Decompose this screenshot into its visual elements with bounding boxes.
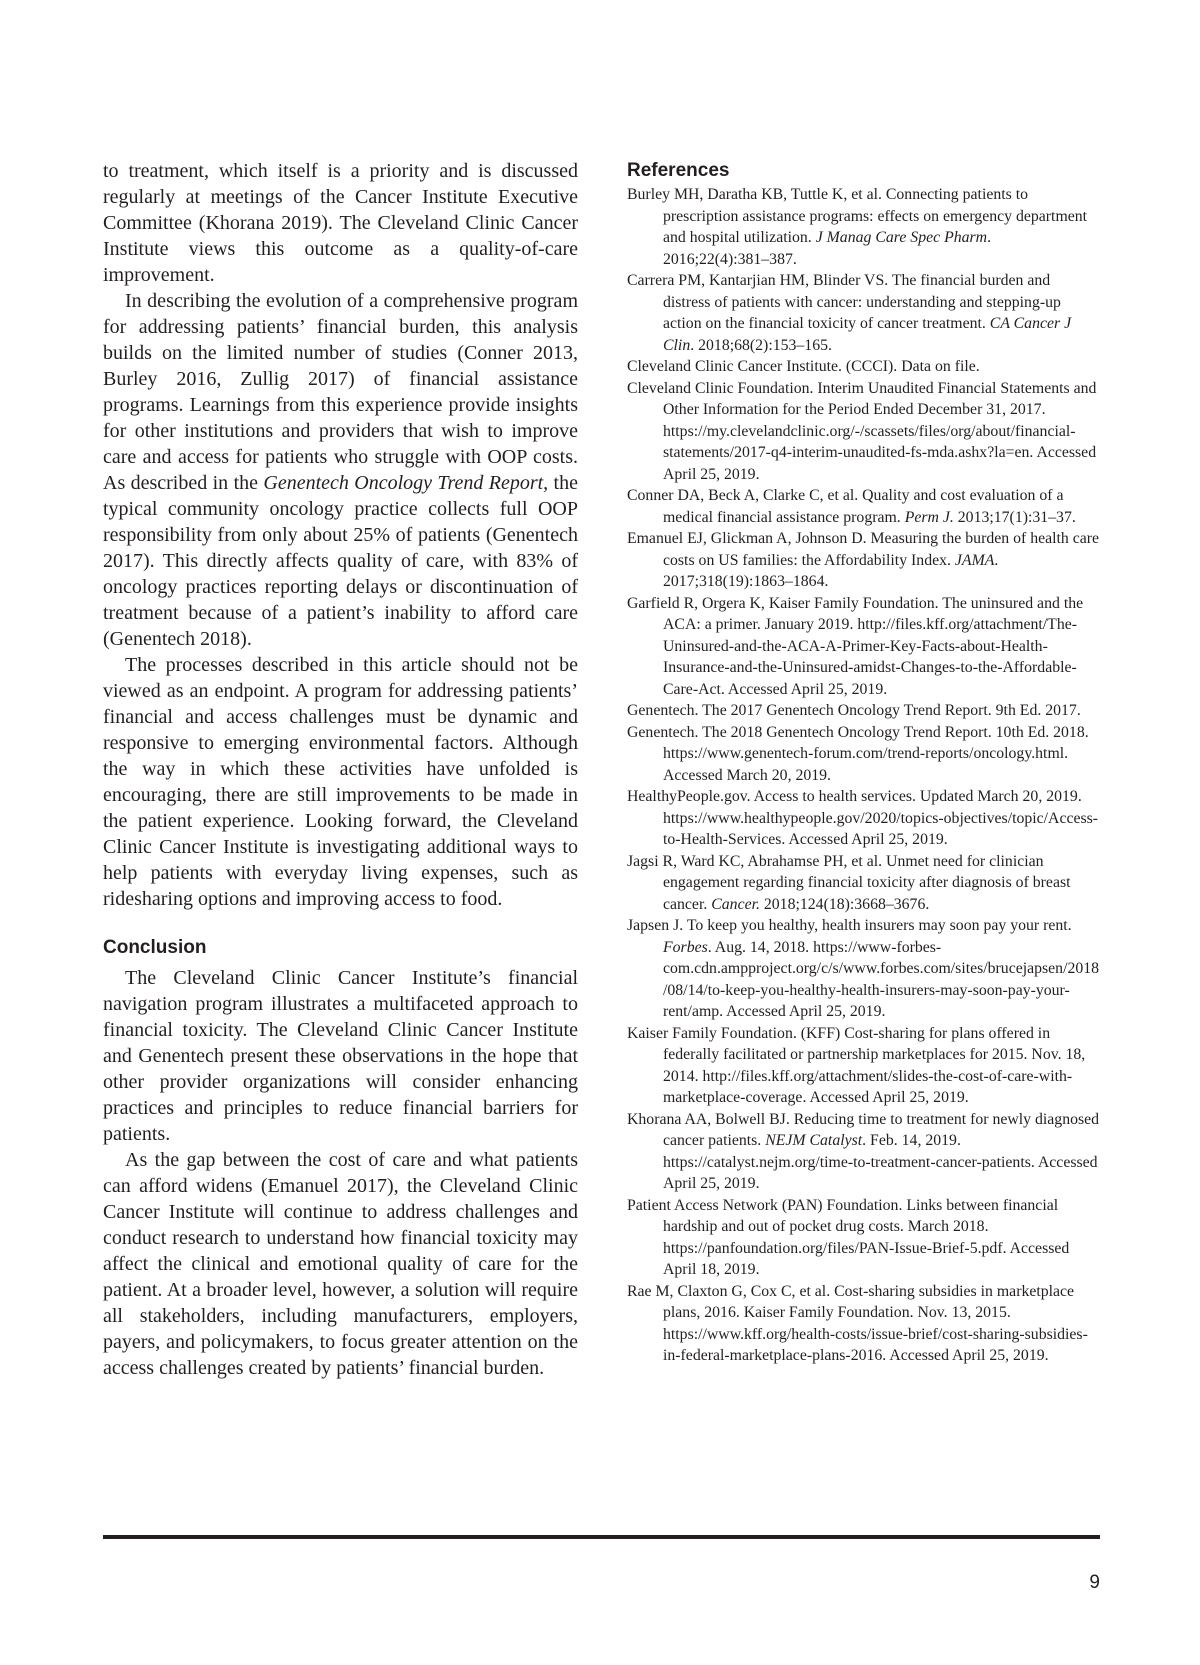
reference-text: Khorana AA, Bolwell BJ. Reducing time to treatment for newly diagnosed cancer patients. [627,1110,1100,1149]
paragraph-italic: Genentech Oncology Trend Report, [263,472,549,494]
reference-text: Cleveland Clinic Cancer Institute. (CCCI). Data on file. [627,358,980,375]
reference-journal: Cancer. [711,895,760,913]
reference-text: Emanuel EJ, Glickman A, Johnson D. Measuring the burden of health care costs on US families: the Affordability Index. [627,530,1100,569]
paragraph: to treatment, which itself is a priority and is discussed regularly at meetings of the Cancer Institute Executive Committee (Khorana 2019). The Cleveland Clinic Cancer Institute views this outcome as a quality-of-care improvement. [103,160,578,286]
reference-citation: 2018;124(18):3668–3676. [759,895,930,913]
reference-item [627,1023,1100,1109]
reference-text: Genentech. The 2018 Genentech Oncology Trend Report. 10th Ed. 2018. https://www.genentech-forum.com/trend-reports/oncology.html. Accessed March 20, 2019. [627,723,1089,784]
reference-text: HealthyPeople.gov. Access to health services. Updated March 20, 2019. https://www.healthypeople.gov/2020/topics-objectives/topic/Access-to-Health-Services. Accessed April 25, 2019. [627,788,1099,848]
reference-text: Burley MH, Daratha KB, Tuttle K, et al. Connecting patients to prescription assistance programs: effects on emergency department and hospital utilization. [627,186,1088,246]
reference-item [627,786,1100,851]
reference-journal: JAMA [954,551,995,569]
paragraph-text: the typical community oncology practice collects full OOP responsibility from only about 25% of patients (Genentech 2017). This directly affects quality of care, with 83% of oncology practices reporting delays or discontinuation of treatment because of a patient’s inability to afford care (Genentech 2018). [103,472,578,650]
conclusion-heading: Conclusion [103,937,207,958]
reference-item [627,700,1100,722]
reference-item [627,184,1100,270]
reference-journal: NEJM Catalyst [765,1132,863,1149]
reference-text: Jagsi R, Ward KC, Abrahamse PH, et al. Unmet need for clinician engagement regarding financial toxicity after diagnosis of breast cancer. [627,852,1071,913]
reference-item [627,915,1100,1023]
reference-text: Rae M, Claxton G, Cox C, et al. Cost-sharing subsidies in marketplace plans, 2016. Kaiser Family Foundation. Nov. 13, 2015. https://www.kff.org/health-costs/issue-brief/cost-sharing-subsidies-in-federal-marketplace-plans-2016. Accessed April 25, 2019. [627,1282,1088,1364]
paragraph: The Cleveland Clinic Cancer Institute’s financial navigation program illustrates a multifaceted approach to financial toxicity. The Cleveland Clinic Cancer Institute and Genentech present these observations in the hope that other provider organizations will consider enhancing practices and principles to reduce financial barriers for patients. [103,967,578,1145]
reference-item [627,1281,1100,1367]
reference-item [627,485,1100,528]
reference-item [627,1109,1100,1195]
reference-text: Kaiser Family Foundation. (KFF) Cost-sharing for plans offered in federally facilitated or partnership marketplaces for 2015. Nov. 18, 2014. http://files.kff.org/attachment/slides-the-cost-of-care-with-marketplace-coverage. Accessed April 25, 2019. [627,1024,1086,1106]
reference-item [627,356,1100,378]
reference-citation: 2013;17(1):31–37. [953,508,1076,526]
reference-journal: Perm J. [904,508,954,526]
reference-journal: CA Cancer J Clin [663,315,1072,354]
reference-journal: J Manag Care Spec Pharm [815,229,988,246]
reference-citation: . 2017;318(19):1863–1864. [663,551,999,590]
reference-text: Cleveland Clinic Foundation. Interim Unaudited Financial Statements and Other Information for the Period Ended December 31, 2017. https://my.clevelandclinic.org/-/scassets/files/org/about/financial-statements/2017-q4-interim-unaudited-fs-mda.ashx?la=en. Accessed April 25, 2019. [627,379,1097,483]
reference-text: Genentech. The 2017 Genentech Oncology Trend Report. 9th Ed. 2017. [627,702,1081,719]
reference-citation: . 2018;68(2):153–165. [690,336,832,354]
reference-citation: . Aug. 14, 2018. https://www-forbes-com.cdn.ampproject.org/c/s/www.forbes.com/sites/brucejapsen/2018/08/14/to-keep-you-healthy-health-insurers-may-soon-pay-your-rent/amp. Accessed April 25, 2019. [663,938,1100,1020]
reference-item [627,1195,1100,1281]
reference-item [627,270,1100,356]
references-column [627,158,1100,1367]
paragraph-text: In describing the evolution of a comprehensive program for addressing patients’ financial burden, this analysis builds on the limited number of studies (Conner 2013, Burley 2016, Zullig 2017) of financial assistance programs. Learnings from this experience provide insights for other institutions and providers that wish to improve care and access for patients who struggle with OOP costs. As described in the [103,290,578,494]
reference-item [627,378,1100,486]
reference-item [627,528,1100,593]
paragraph: The processes described in this article should not be viewed as an endpoint. A program for addressing patients’ financial and access challenges must be dynamic and responsive to emerging environmental factors. Although the way in which these activities have unfolded is encouraging, there are still improvements to be made in the patient experience. Looking forward, the Cleveland Clinic Cancer Institute is investigating additional ways to help patients with everyday living expenses, such as ridesharing options and improving access to food. [103,654,578,910]
reference-item [627,722,1100,787]
reference-text: Japsen J. To keep you healthy, health insurers may soon pay your rent. [627,917,1072,934]
reference-item [627,851,1100,916]
paragraph: As the gap between the cost of care and what patients can afford widens (Emanuel 2017), the Cleveland Clinic Cancer Institute will continue to address challenges and conduct research to understand how financial toxicity may affect the clinical and emotional quality of care for the patient. At a broader level, however, a solution will require all stakeholders, including manufacturers, employers, payers, and policymakers, to focus greater attention on the access challenges created by patients’ financial burden. [103,1149,578,1379]
reference-text: Conner DA, Beck A, Clarke C, et al. Quality and cost evaluation of a medical financial assistance program. [627,487,1064,526]
reference-citation: . Feb. 14, 2019. https://catalyst.nejm.org/time-to-treatment-cancer-patients. Accessed April 25, 2019. [663,1132,1098,1192]
page-number: 9 [1089,1572,1100,1593]
reference-journal: Forbes [663,938,708,956]
reference-list [627,184,1100,1367]
paragraph [103,288,578,652]
reference-text: Carrera PM, Kantarjian HM, Blinder VS. The financial burden and distress of patients with cancer: understanding and stepping-up action on the financial toxicity of cancer treatment. [627,272,1061,332]
references-heading: References [627,160,730,181]
reference-text: Garfield R, Orgera K, Kaiser Family Foundation. The uninsured and the ACA: a primer. January 2019. http://files.kff.org/attachment/The-Uninsured-and-the-ACA-A-Primer-Key-Facts-about-Health-Insurance-and-the-Uninsured-amidst-Changes-to-the-Affordable-Care-Act. Accessed April 25, 2019. [627,594,1084,698]
reference-text: Patient Access Network (PAN) Foundation. Links between financial hardship and out of pocket drug costs. March 2018. https://panfoundation.org/files/PAN-Issue-Brief-5.pdf. Accessed April 18, 2019. [627,1196,1070,1278]
reference-item [627,593,1100,701]
footer-rule [103,1535,1100,1539]
reference-citation: . 2016;22(4):381–387. [663,229,992,268]
body-text-column [103,158,578,1381]
